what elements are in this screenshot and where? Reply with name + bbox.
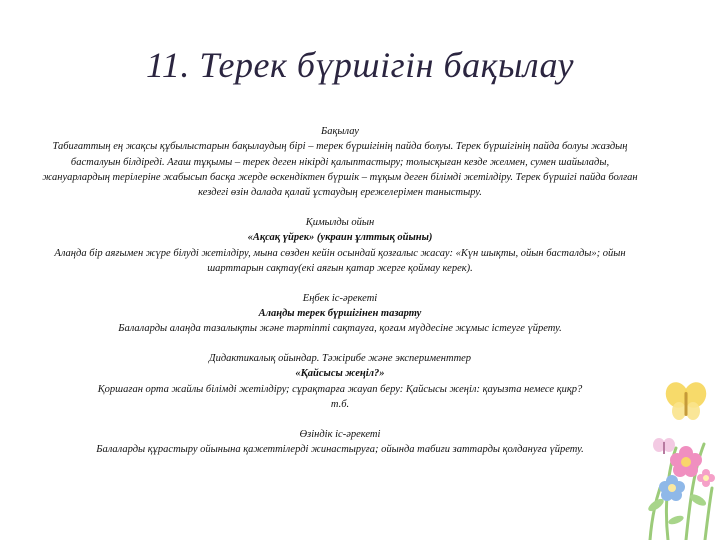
- game-name: «Ақсақ үйрек» (украин ұлттық ойыны): [247, 232, 433, 244]
- didactic-heading: Дидактикалық ойындар. Тәжірибе және эксперименттер: [208, 353, 472, 365]
- butterfly-icon: [662, 379, 710, 420]
- game-text: Алаңда бір аяғымен жүре білуді жетілдіру, мына сөзден кейін осындай қозғалыс жасау: «Күн шықты, ойын басталды»; ойын шарттарын сақтау(екі аяғын қатар жерге қоймау керек).: [54, 247, 626, 274]
- small-butterfly-icon: [653, 438, 675, 454]
- pink-flower-icon: [670, 446, 702, 477]
- didactic-ref: т.б.: [330, 398, 350, 410]
- didactic-name: «Қайсысы жеңіл?»: [295, 368, 385, 380]
- stems-icon: [650, 444, 712, 540]
- slide-content: [40, 124, 640, 457]
- labor-text: Балаларды алаңда тазалықты және тәртіпті сақтауға, қоғам мүддесіне жұмыс істеуге үйрету.: [118, 323, 562, 335]
- labor-name: Алаңды терек бүршігінен тазарту: [258, 307, 422, 319]
- didactic-text: Қоршаған орта жайлы білімді жетілдіру; сұрақтарға жауап беру: Қайсысы жеңіл: қауызта немесе қиқр?: [97, 383, 583, 395]
- game-heading: Қимылды ойын: [305, 216, 375, 228]
- blue-flower-icon: [659, 475, 685, 501]
- observation-text: Табиғаттың ең жақсы құбылыстарын бақылаудың бірі – терек бүршігінің пайда болуы. Терек бүршігінің пайда болуы жаздың басталуын білдіреді. Ағаш тұқымы – терек деген нікірді қалыптастыру; толысқыған кезде желмен, сумен шайылады, жануарлардың терілеріне жабысып басқа жерде өскендіктен бүршік – тұқым деген білімді жетілдіру. Терек бүршігі пайда болған кездегі өзін далада қалай ұстаудың ережелерімен таныстыру.: [42, 141, 638, 199]
- small-flower-icon: [697, 469, 715, 487]
- observation-heading: Бақылау: [321, 126, 359, 137]
- labor-heading: Еңбек іс-әрекеті: [302, 292, 378, 304]
- leaves-icon: [646, 492, 707, 526]
- page-title: 11. Терек бүршігін бақылау: [145, 45, 574, 85]
- independent-text: Балаларды құрастыру ойынына қажеттілерді жинастыруға; ойында табиғи заттарды қолдануға үйрету.: [96, 444, 584, 456]
- independent-heading: Өзіндік іс-әрекеті: [299, 428, 381, 440]
